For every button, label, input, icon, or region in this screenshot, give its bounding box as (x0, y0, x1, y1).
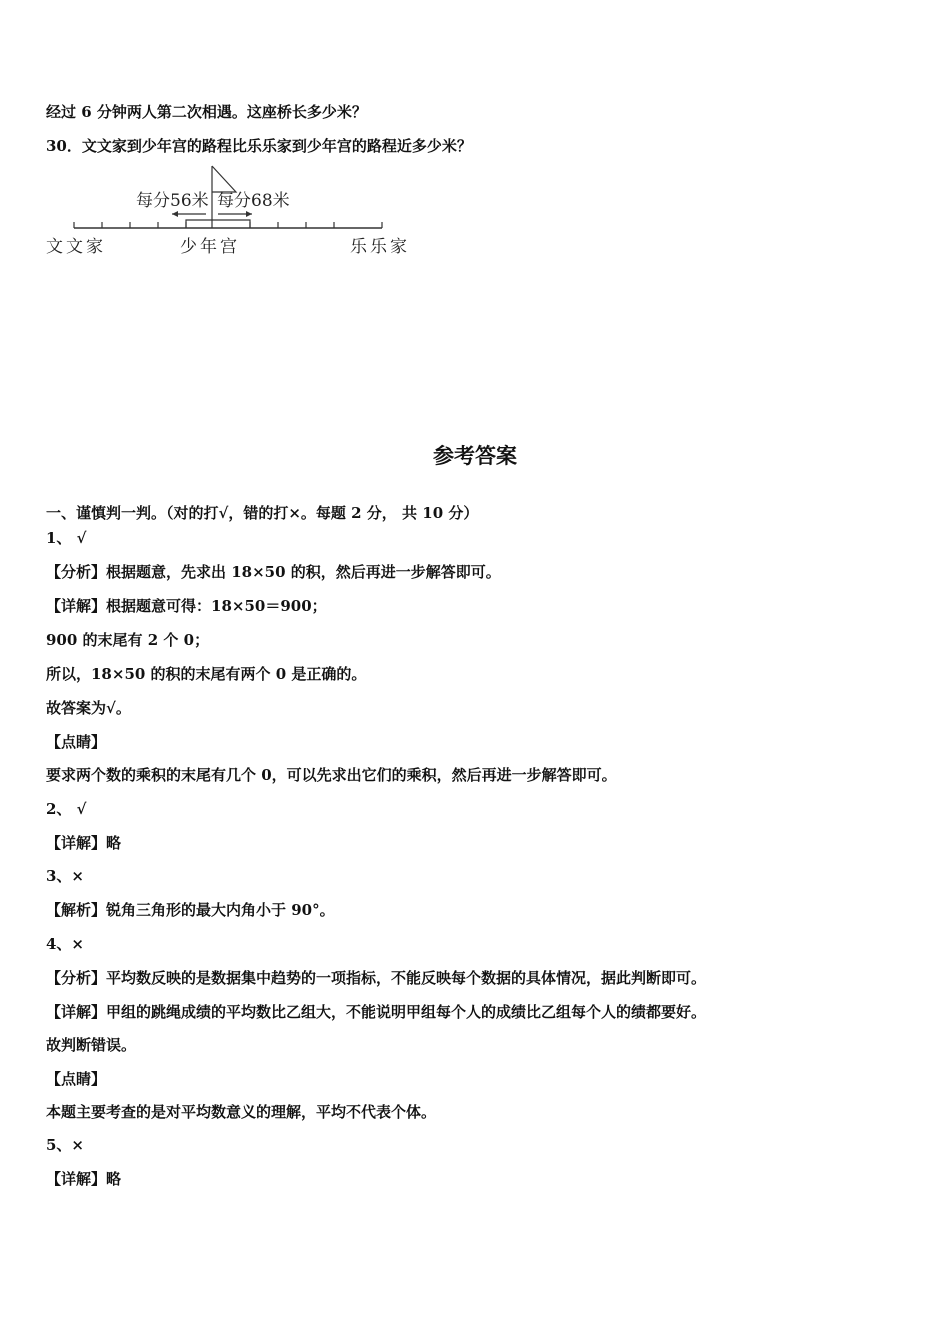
right-arrow-head (246, 211, 252, 217)
answer-line: 900 的末尾有 2 个 0； (46, 631, 210, 649)
answer-line: 【点睛】 (46, 1070, 107, 1088)
right-speed-label: 每分68米 (217, 191, 290, 211)
answer-line: 【分析】平均数反映的是数据集中趋势的一项指标，不能反映每个数据的具体情况，据此判断即可。 (46, 969, 707, 987)
answer-line: 本题主要考查的是对平均数意义的理解，平均不代表个体。 (46, 1103, 437, 1121)
answer-line: 【分析】根据题意，先求出 18×50 的积，然后再进一步解答即可。 (46, 563, 501, 581)
answer-line: 【详解】根据题意可得：18×50＝900； (46, 597, 327, 615)
answer-line: 1、 √ (46, 529, 87, 547)
answer-line: 故判断错误。 (46, 1036, 137, 1054)
flag-icon (212, 166, 236, 192)
answer-line: 故答案为√。 (46, 699, 131, 717)
answer-line: 【解析】锐角三角形的最大内角小于 90°。 (46, 901, 335, 919)
answer-line: 4、× (46, 935, 85, 953)
answer-line: 【详解】略 (46, 834, 122, 852)
road-ticks (74, 222, 382, 228)
answer-line: 【详解】略 (46, 1170, 122, 1188)
question-30: 30．文文家到少年宫的路程比乐乐家到少年宫的路程近多少米？ (46, 137, 472, 155)
left-arrow-head (172, 211, 178, 217)
answer-line: 【点睛】 (46, 733, 107, 751)
label-youth-palace: 少年宫 (180, 237, 240, 257)
section-heading: 一、谨慎判一判。（对的打√，错的打×。每题 2 分， 共 10 分） (46, 504, 479, 522)
question-tail-line: 经过 6 分钟两人第二次相遇。这座桥长多少米？ (46, 103, 367, 121)
label-le-home: 乐乐家 (350, 237, 410, 257)
answer-line: 【详解】甲组的跳绳成绩的平均数比乙组大，不能说明甲组每个人的成绩比乙组每个人的绩都要好。 (46, 1003, 707, 1021)
left-speed-label: 每分56米 (136, 191, 209, 211)
bracket (186, 220, 250, 228)
answer-title: 参考答案 (433, 444, 517, 468)
answer-line: 3、× (46, 867, 85, 885)
answer-line: 5、× (46, 1136, 85, 1154)
label-wen-home: 文文家 (46, 237, 106, 257)
answer-line: 所以，18×50 的积的末尾有两个 0 是正确的。 (46, 665, 367, 683)
route-diagram (40, 162, 420, 262)
answer-line: 2、 √ (46, 800, 87, 818)
answer-line: 要求两个数的乘积的末尾有几个 0，可以先求出它们的乘积，然后再进一步解答即可。 (46, 766, 617, 784)
